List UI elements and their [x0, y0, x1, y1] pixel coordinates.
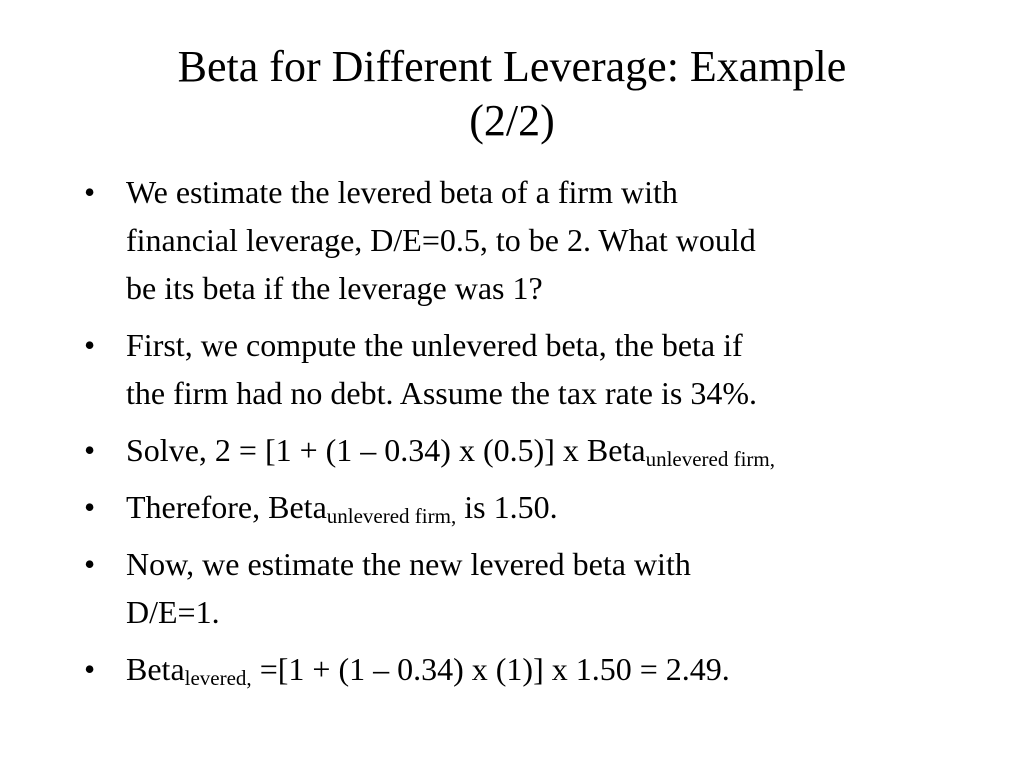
bullet-2-line-1: First, we compute the unlevered beta, the beta if — [126, 327, 743, 363]
bullet-item-4 — [80, 483, 960, 531]
bullet-4-text-after: is 1.50. — [456, 489, 558, 525]
bullet-item-2 — [80, 321, 960, 417]
bullet-icon: • — [84, 432, 96, 468]
bullet-5-line-2: D/E=1. — [126, 594, 220, 630]
bullet-icon: • — [84, 546, 96, 582]
bullet-1-line-2: financial leverage, D/E=0.5, to be 2. What would — [126, 222, 756, 258]
bullet-icon: • — [84, 174, 96, 210]
bullet-3-text: Solve, 2 = [1 + (1 – 0.34) x (0.5)] x Beta — [126, 432, 646, 468]
slide-title-line-1: Beta for Different Leverage: Example — [177, 42, 847, 91]
bullet-item-3 — [80, 426, 960, 474]
bullet-icon: • — [84, 489, 96, 525]
bullet-1-line-1: We estimate the levered beta of a firm with — [126, 174, 678, 210]
bullet-icon: • — [84, 651, 96, 687]
bullet-1-line-3: be its beta if the leverage was 1? — [126, 270, 543, 306]
bullet-4-text-before: Therefore, Beta — [126, 489, 327, 525]
bullet-4-subscript: unlevered firm, — [326, 504, 457, 528]
bullet-6-text-before: Beta — [126, 651, 185, 687]
slide-title-line-2: (2/2) — [469, 96, 555, 145]
slide-title — [60, 40, 964, 148]
bullet-2-line-2: the firm had no debt. Assume the tax rate is 34%. — [126, 375, 757, 411]
bullet-5-line-1: Now, we estimate the new levered beta with — [126, 546, 691, 582]
bullet-icon: • — [84, 327, 96, 363]
bullet-item-5 — [80, 540, 960, 636]
bullet-list — [80, 168, 960, 702]
bullet-3-subscript: unlevered firm, — [645, 447, 776, 471]
bullet-6-subscript: levered, — [184, 666, 252, 690]
bullet-item-1 — [80, 168, 960, 312]
bullet-6-text-after: =[1 + (1 – 0.34) x (1)] x 1.50 = 2.49. — [251, 651, 730, 687]
bullet-item-6 — [80, 645, 960, 693]
